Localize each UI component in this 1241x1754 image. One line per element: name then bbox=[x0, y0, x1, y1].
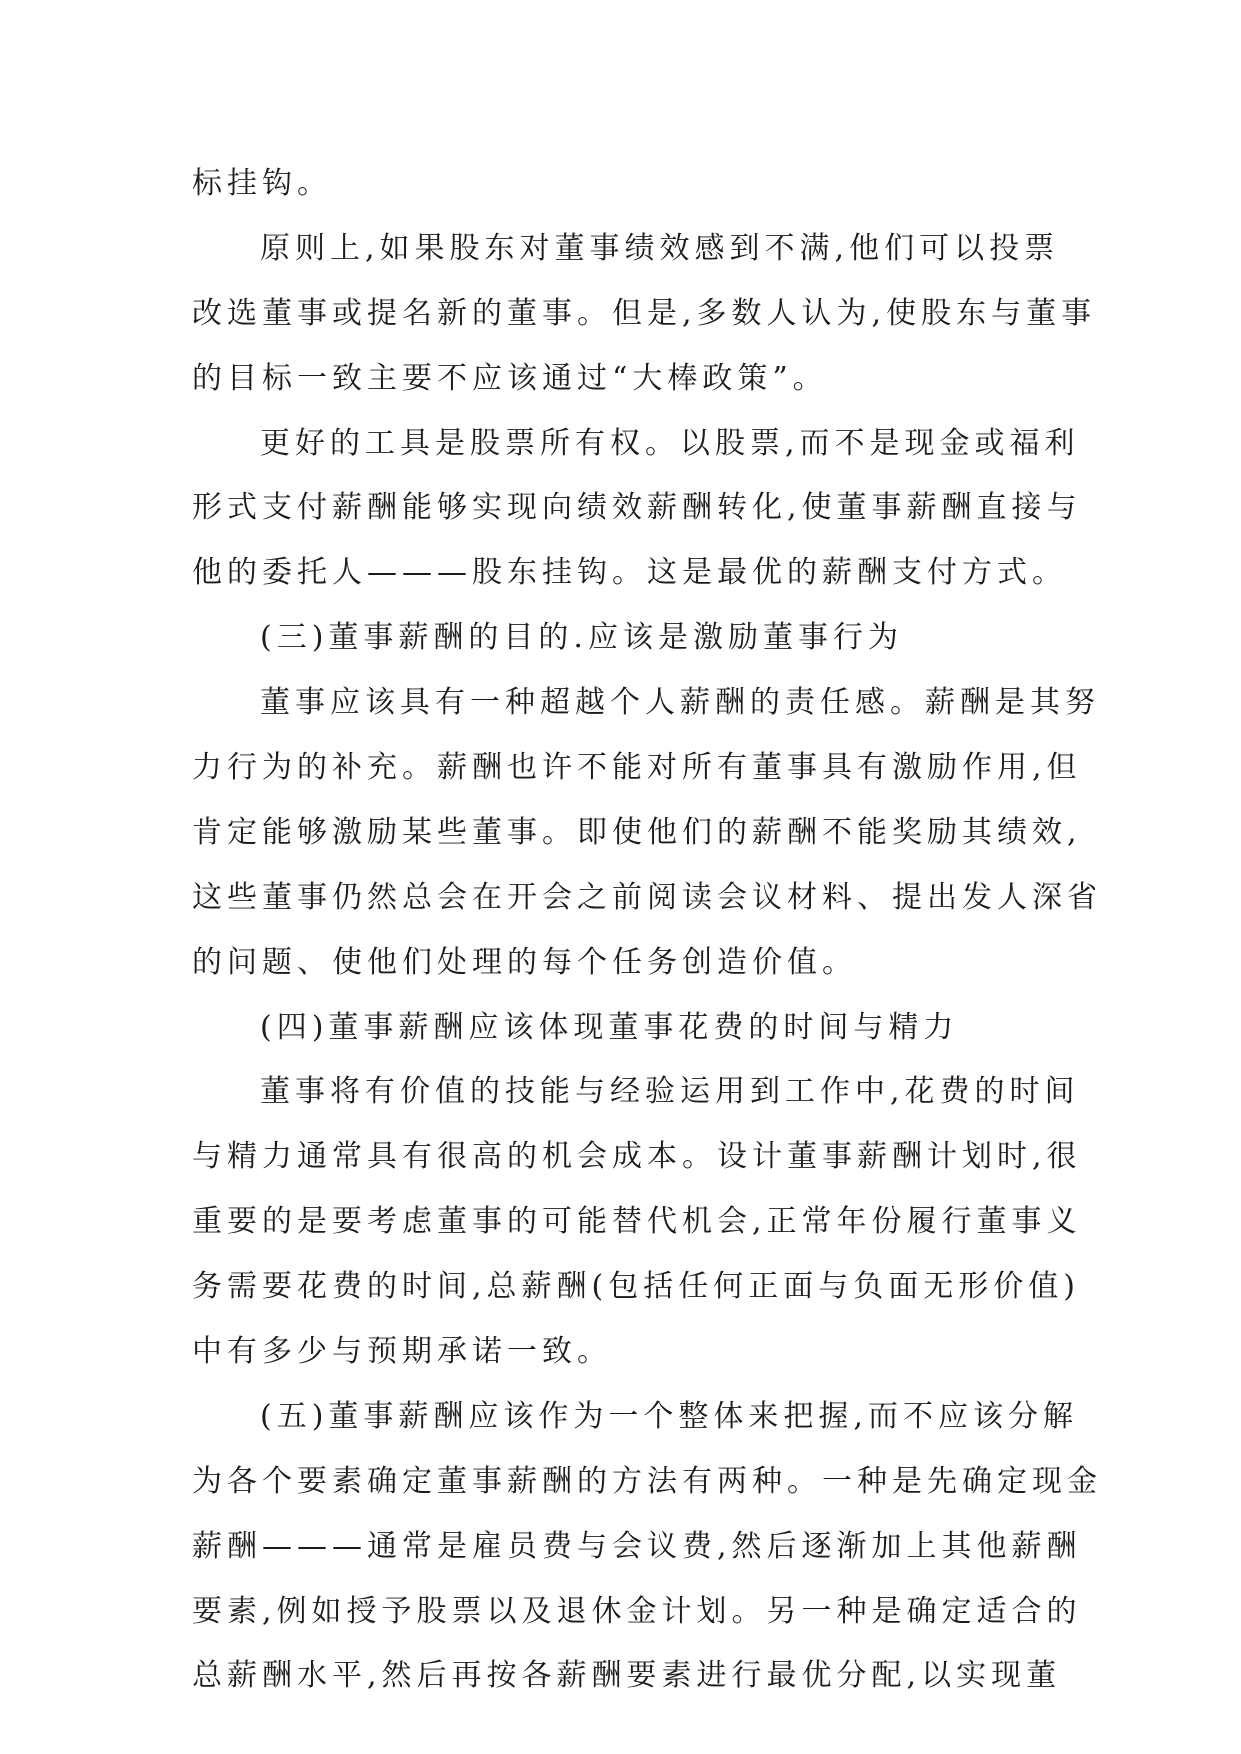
text-line: 他的委托人———股东挂钩。这是最优的薪酬支付方式。 bbox=[192, 555, 1067, 591]
text-line: (四)董事薪酬应该体现董事花费的时间与精力 bbox=[260, 1009, 959, 1045]
text-line: 董事将有价值的技能与经验运用到工作中,花费的时间 bbox=[260, 1074, 1080, 1110]
text-line: 更好的工具是股票所有权。以股票,而不是现金或福利 bbox=[260, 425, 1080, 461]
text-line: 原则上,如果股东对董事绩效感到不满,他们可以投票 bbox=[260, 230, 1060, 266]
text-line: 与精力通常具有很高的机会成本。设计董事薪酬计划时,很 bbox=[192, 1139, 1082, 1175]
text-line: 薪酬———通常是雇员费与会议费,然后逐渐加上其他薪酬 bbox=[192, 1528, 1082, 1564]
text-line: 肯定能够激励某些董事。即使他们的薪酬不能奖励其绩效, bbox=[192, 814, 1082, 850]
body-text bbox=[192, 152, 1102, 1709]
text-line: 形式支付薪酬能够实现向绩效薪酬转化,使董事薪酬直接与 bbox=[192, 490, 1082, 526]
text-line: 这些董事仍然总会在开会之前阅读会议材料、提出发人深省 bbox=[192, 879, 1102, 915]
text-line: 标挂钩。 bbox=[192, 166, 332, 201]
text-line: 中有多少与预期承诺一致。 bbox=[192, 1334, 612, 1370]
text-line: (五)董事薪酬应该作为一个整体来把握,而不应该分解 bbox=[260, 1398, 1078, 1434]
text-line: 要素,例如授予股票以及退休金计划。另一种是确定适合的 bbox=[192, 1593, 1082, 1629]
text-line: 总薪酬水平,然后再按各薪酬要素进行最优分配,以实现董 bbox=[192, 1658, 1062, 1694]
text-line: 董事应该具有一种超越个人薪酬的责任感。薪酬是其努 bbox=[260, 685, 1100, 721]
text-line: 重要的是要考虑董事的可能替代机会,正常年份履行董事义 bbox=[192, 1204, 1082, 1240]
text-line: 的目标一致主要不应该通过“大棒政策”。 bbox=[192, 360, 828, 396]
text-line: (三)董事薪酬的目的.应该是激励董事行为 bbox=[260, 620, 903, 656]
text-line: 改选董事或提名新的董事。但是,多数人认为,使股东与董事 bbox=[192, 295, 1097, 331]
text-line: 为各个要素确定董事薪酬的方法有两种。一种是先确定现金 bbox=[192, 1463, 1102, 1499]
text-line: 力行为的补充。薪酬也许不能对所有董事具有激励作用,但 bbox=[192, 750, 1082, 786]
text-line: 的问题、使他们处理的每个任务创造价值。 bbox=[192, 944, 857, 980]
text-line: 务需要花费的时间,总薪酬(包括任何正面与负面无形价值) bbox=[192, 1269, 1080, 1305]
